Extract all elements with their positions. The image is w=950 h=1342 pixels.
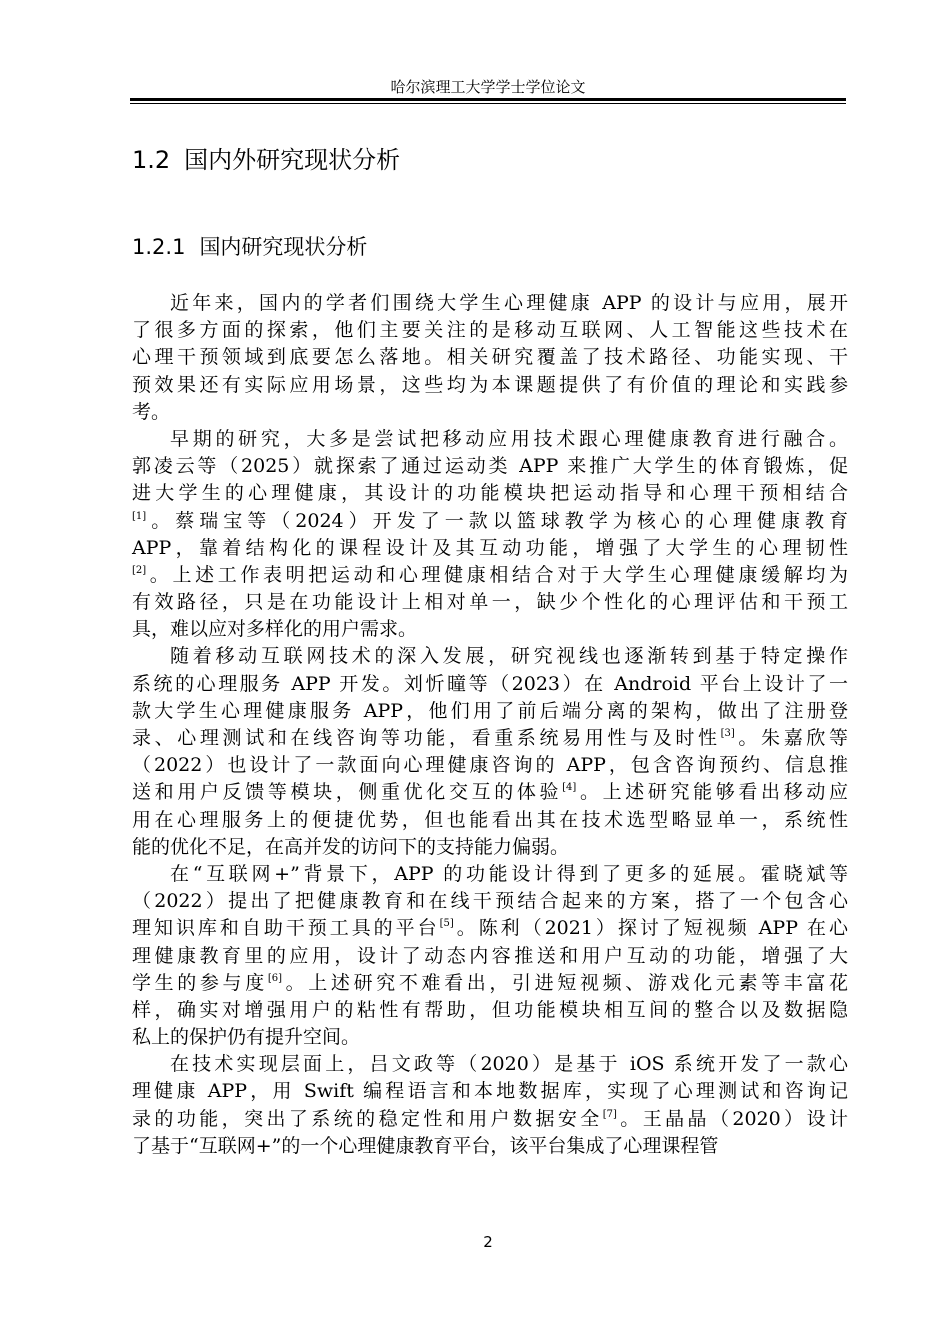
section-heading xyxy=(132,143,400,177)
text-line: 了基于“互联网+”的一个心理健康教育平台，该平台集成了心理课程管 xyxy=(132,1134,719,1157)
text-line: 在“互联网+”背景下，APP 的功能设计得到了更多的延展。霍晓斌等 xyxy=(170,862,848,885)
section-number: 1.2 xyxy=(132,146,171,174)
citation: [4] xyxy=(562,782,577,794)
text-line: 能的优化不足，在高并发的访问下的支持能力偏弱。 xyxy=(132,835,570,858)
section-title: 国内外研究现状分析 xyxy=(184,146,401,174)
text-line: （2022）提出了把健康教育和在线干预结合起来的方案，搭了一个包含心 xyxy=(132,890,848,913)
text-line: 理健康教育里的应用，设计了动态内容推送和用户互动的功能，增强了大 xyxy=(132,944,848,967)
text-line: 学生的参与度[6]。上述研究不难看出，引进短视频、游戏化元素等丰富花 xyxy=(132,971,848,994)
text-line: 进大学生的心理健康，其设计的功能模块把运动指导和心理干预相结合 xyxy=(132,482,848,505)
subsection-heading xyxy=(132,232,367,262)
text-line: 录、心理测试和在线咨询等功能，看重系统易用性与及时性[3]。朱嘉欣等 xyxy=(132,727,848,749)
text-line: 考。 xyxy=(132,400,171,423)
text-line: [1]。蔡瑞宝等（2024）开发了一款以篮球教学为核心的心理健康教育 xyxy=(132,509,848,532)
citation: [3] xyxy=(720,728,735,739)
citation: [2] xyxy=(132,564,147,576)
page-number: 2 xyxy=(483,1233,493,1251)
text-line: 有效路径，只是在功能设计上相对单一，缺少个性化的心理评估和干预工 xyxy=(132,591,848,614)
citation: [7] xyxy=(602,1108,617,1120)
text-line: 预效果还有实际应用场景，这些均为本课题提供了有价值的理论和实践参 xyxy=(132,373,848,396)
citation: [5] xyxy=(439,918,454,930)
paragraph xyxy=(132,1051,848,1160)
paragraph xyxy=(132,290,848,426)
text-line: 心理干预领域到底要怎么落地。相关研究覆盖了技术路径、功能实现、干 xyxy=(132,346,848,369)
text-line: 款大学生心理健康服务 APP，他们用了前后端分离的架构，做出了注册登 xyxy=(132,699,848,722)
body-text xyxy=(132,290,848,1160)
text-line: 随着移动互联网技术的深入发展，研究视线也逐渐转到基于特定操作 xyxy=(170,645,848,668)
citation: [6] xyxy=(267,972,283,984)
paragraph xyxy=(132,426,848,644)
text-line: 理健康 APP，用 Swift 编程语言和本地数据库，实现了心理测试和咨询记 xyxy=(132,1080,848,1103)
text-line: 了很多方面的探索，他们主要关注的是移动互联网、人工智能这些技术在 xyxy=(132,319,848,342)
text-line: 系统的心理服务 APP 开发。刘忻曈等（2023）在 Android 平台上设计了一 xyxy=(132,672,848,695)
header-title: 哈尔滨理工大学学士学位论文 xyxy=(390,78,586,96)
paragraph xyxy=(132,643,848,861)
header-rule-thick xyxy=(130,98,846,101)
text-line: APP，靠着结构化的课程设计及其互动功能，增强了大学生的心理韧性 xyxy=(132,536,848,559)
text-line: 录的功能，突出了系统的稳定性和用户数据安全[7]。王晶晶（2020）设计 xyxy=(132,1107,848,1130)
paragraph xyxy=(132,861,848,1051)
text-line: 理知识库和自助干预工具的平台[5]。陈利（2021）探讨了短视频 APP 在心 xyxy=(132,917,848,940)
text-line: 私上的保护仍有提升空间。 xyxy=(132,1026,361,1049)
text-line: 在技术实现层面上，吕文政等（2020）是基于 iOS 系统开发了一款心 xyxy=(170,1053,848,1076)
text-line: [2]。上述工作表明把运动和心理健康相结合对于大学生心理健康缓解均为 xyxy=(132,563,848,586)
text-line: 样，确实对增强用户的粘性有帮助，但功能模块相互间的整合以及数据隐 xyxy=(132,998,848,1021)
text-line: （2022）也设计了一款面向心理健康咨询的 APP，包含咨询预约、信息推 xyxy=(132,754,848,777)
text-line: 用在心理服务上的便捷优势，但也能看出其在技术选型略显单一，系统性 xyxy=(132,808,848,831)
text-line: 送和用户反馈等模块，侧重优化交互的体验[4]。上述研究能够看出移动应 xyxy=(132,781,848,804)
text-line: 近年来，国内的学者们围绕大学生心理健康 APP 的设计与应用，展开 xyxy=(170,292,848,314)
citation: [1] xyxy=(132,510,147,522)
text-line: 具，难以应对多样化的用户需求。 xyxy=(132,618,418,641)
text-line: 早期的研究，大多是尝试把移动应用技术跟心理健康教育进行融合。 xyxy=(170,427,848,450)
subsection-title: 国内研究现状分析 xyxy=(199,235,368,259)
text-line: 郭凌云等（2025）就探索了通过运动类 APP 来推广大学生的体育锻炼，促 xyxy=(132,455,848,478)
subsection-number: 1.2.1 xyxy=(132,235,186,259)
header-rule-thin xyxy=(130,103,846,104)
